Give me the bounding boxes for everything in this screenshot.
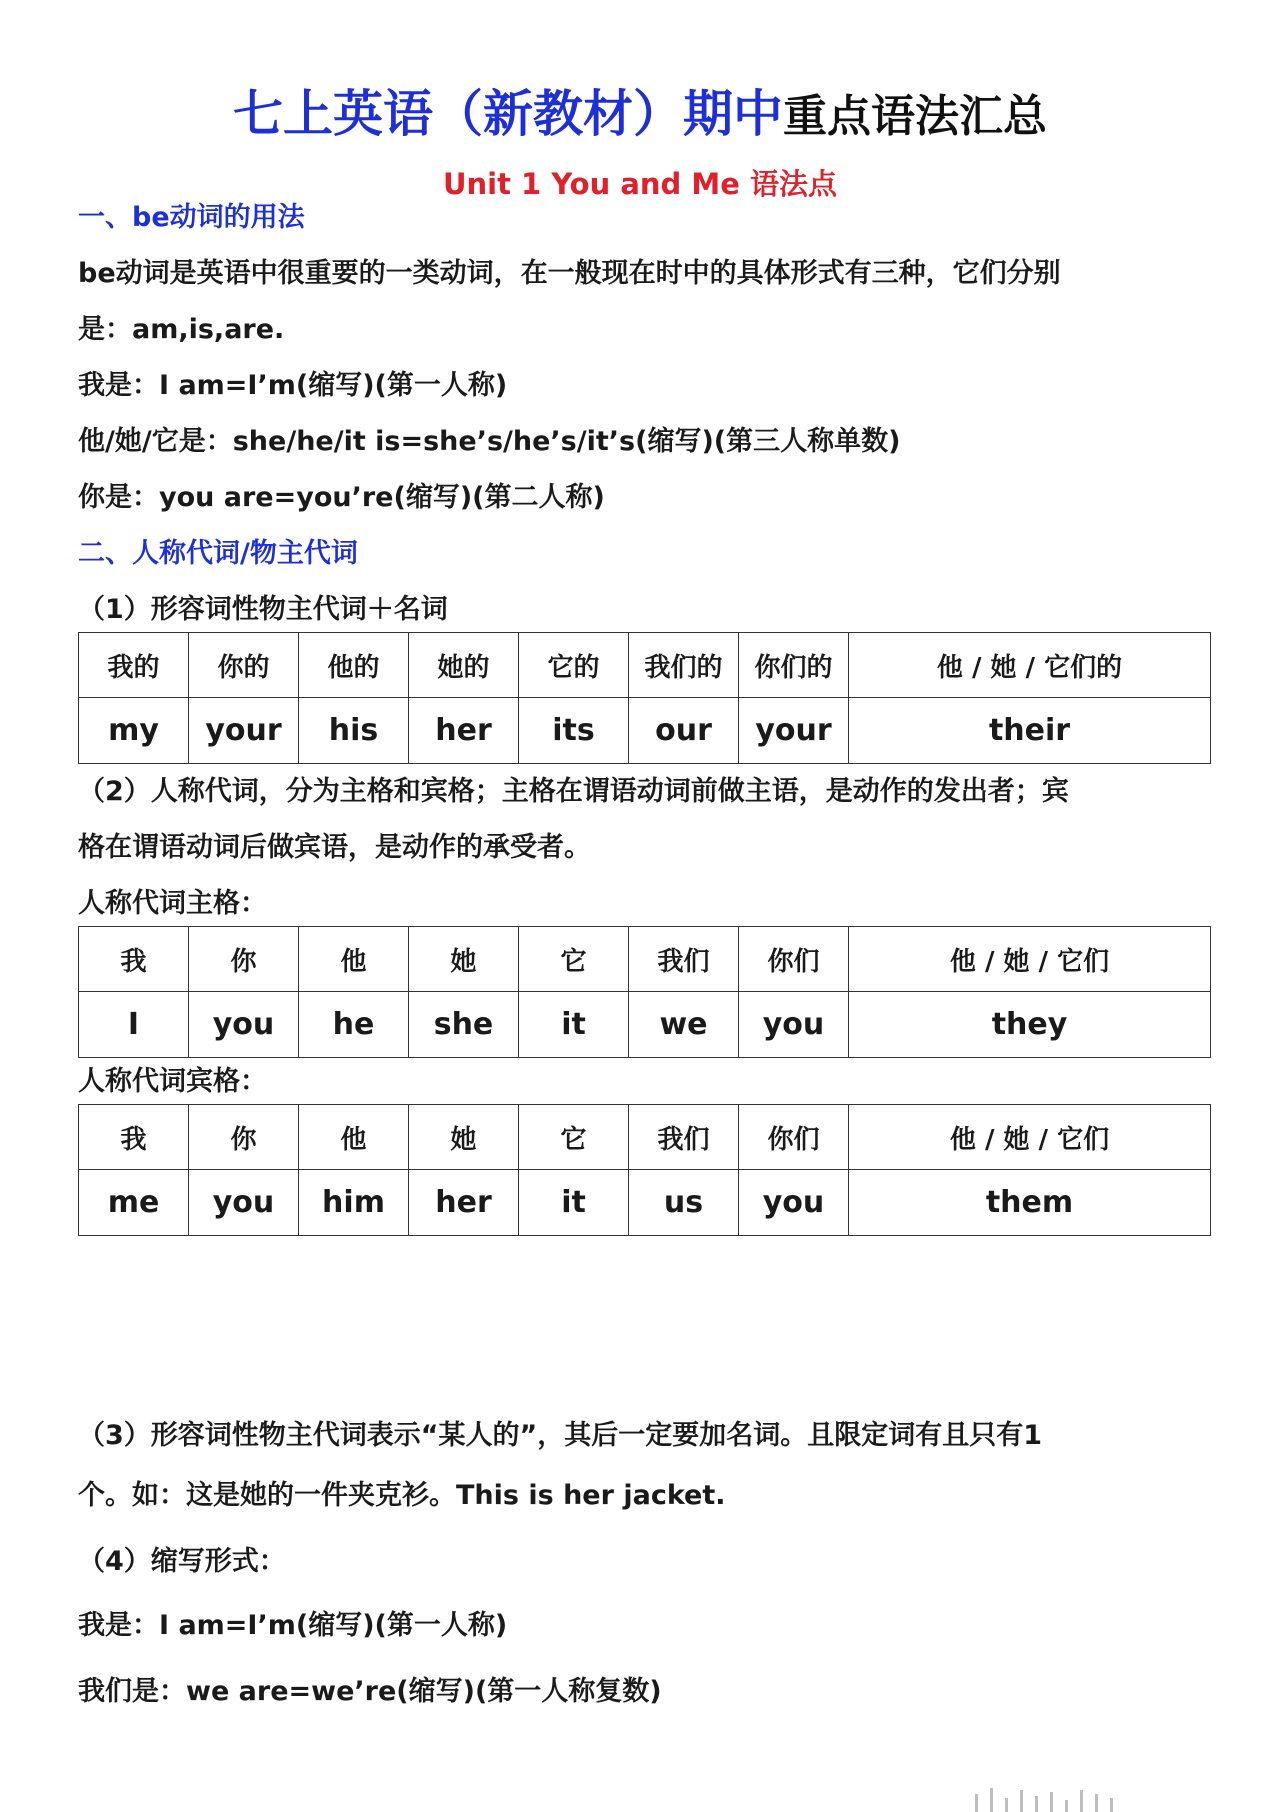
table-cell: 它 bbox=[519, 927, 629, 992]
possessive-label: （1）形容词性物主代词＋名词 bbox=[78, 594, 448, 625]
possessive-note-line: 个。如：这是她的一件夹克衫。This is her jacket. bbox=[78, 1480, 726, 1511]
table-cell: its bbox=[519, 698, 629, 764]
table-cell: my bbox=[79, 698, 189, 764]
table-cell: 你 bbox=[189, 1105, 299, 1170]
table-cell: 它 bbox=[519, 1105, 629, 1170]
table-cell: your bbox=[739, 698, 849, 764]
table-row bbox=[79, 633, 1211, 698]
table-cell: 我的 bbox=[79, 633, 189, 698]
table-cell: 他 bbox=[299, 927, 409, 992]
title-part-main: 七上英语（新教材）期中 bbox=[233, 85, 783, 143]
table-cell: 我 bbox=[79, 927, 189, 992]
table-cell: their bbox=[849, 698, 1211, 764]
table-row bbox=[79, 1105, 1211, 1170]
subject-label: 人称代词主格： bbox=[78, 888, 267, 919]
object-label: 人称代词宾格： bbox=[78, 1066, 267, 1097]
table-cell: he bbox=[299, 992, 409, 1058]
table-cell: our bbox=[629, 698, 739, 764]
table-cell: 你的 bbox=[189, 633, 299, 698]
table-cell: it bbox=[519, 1170, 629, 1236]
table-cell: him bbox=[299, 1170, 409, 1236]
table-cell: 他 / 她 / 它们 bbox=[849, 927, 1211, 992]
section2-heading: 二、人称代词/物主代词 bbox=[78, 538, 358, 569]
table-cell: her bbox=[409, 1170, 519, 1236]
table-cell: they bbox=[849, 992, 1211, 1058]
table-cell: his bbox=[299, 698, 409, 764]
page-subtitle: Unit 1 You and Me 语法点 bbox=[442, 167, 838, 201]
table-cell: 我们 bbox=[629, 1105, 739, 1170]
section1-line: be动词是英语中很重要的一类动词，在一般现在时中的具体形式有三种，它们分别 bbox=[78, 258, 1061, 289]
page-title bbox=[0, 82, 1280, 149]
section1-line: 是：am,is,are. bbox=[78, 314, 285, 345]
subject-pronoun-table bbox=[78, 926, 1211, 1058]
possessive-note-line: （3）形容词性物主代词表示“某人的”，其后一定要加名词。且限定词有且只有1 bbox=[78, 1420, 1043, 1451]
section1-line: 他/她/它是：she/he/it is=she’s/he’s/it’s(缩写)(第三人称单数) bbox=[78, 426, 901, 457]
possessive-table bbox=[78, 632, 1211, 764]
contraction-line: 我们是：we are=we’re(缩写)(第一人称复数) bbox=[78, 1676, 662, 1707]
table-cell: 他 / 她 / 它们 bbox=[849, 1105, 1211, 1170]
table-cell: 它的 bbox=[519, 633, 629, 698]
table-cell: us bbox=[629, 1170, 739, 1236]
table-cell: we bbox=[629, 992, 739, 1058]
table-cell: 他的 bbox=[299, 633, 409, 698]
watermark-bars bbox=[975, 1786, 1255, 1812]
pronoun-explanation-line: 格在谓语动词后做宾语，是动作的承受者。 bbox=[78, 832, 591, 863]
table-cell: I bbox=[79, 992, 189, 1058]
table-cell: it bbox=[519, 992, 629, 1058]
table-cell: me bbox=[79, 1170, 189, 1236]
section1-line: 我是：I am=I’m(缩写)(第一人称) bbox=[78, 370, 508, 401]
table-row bbox=[79, 1170, 1211, 1236]
table-cell: her bbox=[409, 698, 519, 764]
table-cell: you bbox=[189, 1170, 299, 1236]
table-cell: 他 / 她 / 它们的 bbox=[849, 633, 1211, 698]
pronoun-explanation-line: （2）人称代词，分为主格和宾格；主格在谓语动词前做主语，是动作的发出者；宾 bbox=[78, 776, 1069, 807]
title-part-rest: 重点语法汇总 bbox=[783, 91, 1047, 142]
table-cell: she bbox=[409, 992, 519, 1058]
table-row bbox=[79, 992, 1211, 1058]
table-cell: 我 bbox=[79, 1105, 189, 1170]
table-cell: 你们的 bbox=[739, 633, 849, 698]
table-cell: 她的 bbox=[409, 633, 519, 698]
table-cell: 你 bbox=[189, 927, 299, 992]
table-cell: you bbox=[739, 992, 849, 1058]
table-row bbox=[79, 927, 1211, 992]
table-cell: them bbox=[849, 1170, 1211, 1236]
table-row bbox=[79, 698, 1211, 764]
table-cell: 她 bbox=[409, 927, 519, 992]
table-cell: 你们 bbox=[739, 927, 849, 992]
table-cell: 我们 bbox=[629, 927, 739, 992]
table-cell: your bbox=[189, 698, 299, 764]
table-cell: 她 bbox=[409, 1105, 519, 1170]
object-pronoun-table bbox=[78, 1104, 1211, 1236]
table-cell: you bbox=[739, 1170, 849, 1236]
contraction-label: （4）缩写形式： bbox=[78, 1546, 286, 1577]
contraction-line: 我是：I am=I’m(缩写)(第一人称) bbox=[78, 1610, 508, 1641]
section1-line: 你是：you are=you’re(缩写)(第二人称) bbox=[78, 482, 605, 513]
table-cell: 他 bbox=[299, 1105, 409, 1170]
section1-heading: 一、be动词的用法 bbox=[78, 202, 305, 233]
table-cell: 你们 bbox=[739, 1105, 849, 1170]
table-cell: you bbox=[189, 992, 299, 1058]
table-cell: 我们的 bbox=[629, 633, 739, 698]
